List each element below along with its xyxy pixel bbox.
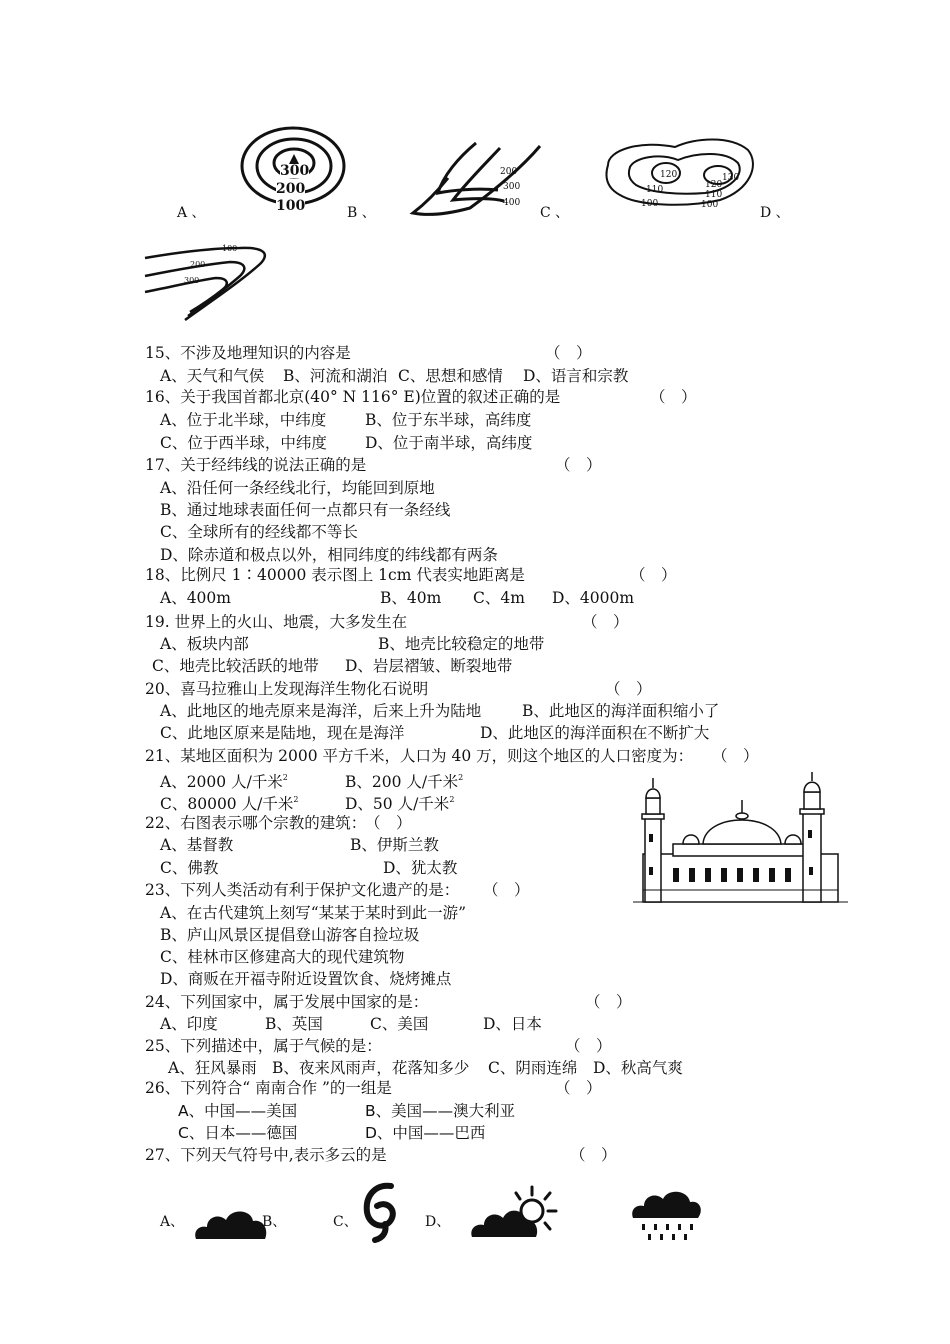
answer-parentheses[interactable]: （ ） (565, 1037, 612, 1055)
option-d: D、中国——巴西 (365, 1124, 486, 1142)
option-a: A、2000 人/千米$^2$ (160, 773, 288, 791)
option-d: D、4000m (552, 589, 635, 607)
option-a: A、印度 (160, 1015, 218, 1033)
option-b: B、位于东半球，高纬度 (365, 411, 532, 429)
option-a: A、在古代建筑上刻写“某某于某时到此一游” (160, 904, 467, 922)
option-a: A、狂风暴雨 (168, 1059, 257, 1077)
option-a: A、板块内部 (160, 635, 249, 653)
option-d: D、犹太教 (383, 859, 458, 877)
mosque-illustration (633, 772, 848, 907)
contour-label-b: B 、 (347, 205, 376, 221)
question-stem: 21、某地区面积为 2000 平方千米，人口为 40 万，则这个地区的人口密度为： (145, 747, 694, 765)
answer-parentheses[interactable]: （ ） (605, 680, 652, 698)
option-b: B、 (262, 1214, 287, 1230)
contour-b-400: 400 (503, 198, 521, 208)
option-c: C、思想和感情 (398, 367, 503, 385)
contour-c-120b: 120 (705, 180, 723, 190)
typhoon-icon (361, 1182, 401, 1242)
answer-parentheses[interactable]: （ ） (630, 566, 677, 584)
contour-label-a: A 、 (177, 205, 206, 221)
question-stem: 18、比例尺 1∶40000 表示图上 1cm 代表实地距离是 (145, 566, 525, 584)
option-a: A、沿任何一条经线北行，均能回到原地 (160, 479, 435, 497)
option-b: B、200 人/千米$^2$ (345, 773, 464, 791)
option-a: A、 (160, 1214, 185, 1230)
question-stem: 15、不涉及地理知识的内容是 (145, 344, 351, 362)
contour-map-d (140, 244, 275, 324)
option-a: A、位于北半球，中纬度 (160, 411, 327, 429)
contour-d-300: 300 (184, 276, 200, 285)
option-a: A、天气和气侯 (160, 367, 265, 385)
option-b: B、通过地球表面任何一点都只有一条经线 (160, 501, 451, 519)
option-c: C、佛教 (160, 859, 219, 877)
option-c: C、4m (473, 589, 525, 607)
answer-parentheses[interactable]: （ ） (585, 993, 632, 1011)
question-stem: 17、关于经纬线的说法正确的是 (145, 456, 367, 474)
option-b: B、庐山风景区提倡登山游客自捡垃圾 (160, 926, 420, 944)
contour-d-200: 200 (190, 260, 206, 269)
option-d: D、除赤道和极点以外，相同纬度的纬线都有两条 (160, 546, 498, 564)
option-d: D、岩层褶皱、断裂地带 (345, 657, 513, 675)
option-c: C、美国 (370, 1015, 429, 1033)
answer-parentheses[interactable]: （ ） (545, 344, 592, 362)
contour-c-130: 130 (722, 173, 740, 183)
option-b: B、英国 (265, 1015, 323, 1033)
answer-parentheses[interactable]: （ ） (570, 1146, 617, 1164)
contour-map-b (408, 138, 548, 218)
option-c: C、此地区原来是陆地，现在是海洋 (160, 724, 405, 742)
question-stem: 16、关于我国首都北京(40° N 116° E)位置的叙述正确的是 (145, 388, 561, 406)
contour-c-100a: 100 (641, 199, 659, 209)
contour-label-d: D 、 (760, 205, 790, 221)
option-c: C、 (333, 1214, 358, 1230)
contour-c-110b: 110 (705, 190, 723, 200)
question-stem: 20、喜马拉雅山上发现海洋生物化石说明 (145, 680, 429, 698)
contour-d-100: 100 (222, 244, 238, 253)
question-stem: 24、下列国家中，属于发展中国家的是： (145, 993, 429, 1011)
contour-a-300: 300 (280, 163, 310, 179)
option-a: A、此地区的地壳原来是海洋，后来上升为陆地 (160, 702, 482, 720)
answer-parentheses[interactable]: （ ） (650, 388, 697, 406)
option-b: B、40m (380, 589, 442, 607)
option-b: B、美国——澳大利亚 (365, 1102, 516, 1120)
option-c: C、阴雨连绵 (488, 1059, 578, 1077)
contour-a-100: 100 (276, 198, 306, 214)
option-d: D、位于南半球，高纬度 (365, 434, 533, 452)
answer-parentheses[interactable]: （ ） (483, 881, 530, 899)
option-b: B、伊斯兰教 (350, 836, 439, 854)
option-d: D、日本 (483, 1015, 542, 1033)
contour-b-300: 300 (503, 182, 521, 192)
overcast-cloud-icon (193, 1205, 268, 1240)
option-d: D、商贩在开福寺附近设置饮食、烧烤摊点 (160, 970, 452, 988)
option-d: D、50 人/千米$^2$ (345, 795, 455, 813)
option-b: B、地壳比较稳定的地带 (378, 635, 545, 653)
option-b: B、夜来风雨声，花落知多少 (272, 1059, 470, 1077)
answer-parentheses[interactable]: （ ） (365, 814, 412, 832)
question-stem: 25、下列描述中，属于气候的是： (145, 1037, 382, 1055)
question-stem: 22、右图表示哪个宗教的建筑： (145, 814, 367, 832)
option-c: C、80000 人/千米$^2$ (160, 795, 299, 813)
question-stem: 27、下列天气符号中,表示多云的是 (145, 1146, 387, 1164)
contour-a-200: 200 (276, 181, 306, 197)
option-c: C、位于西半球，中纬度 (160, 434, 327, 452)
option-d: D、语言和宗教 (523, 367, 629, 385)
answer-parentheses[interactable]: （ ） (555, 456, 602, 474)
partly-cloudy-icon (470, 1185, 560, 1240)
option-d: D、此地区的海洋面积在不断扩大 (480, 724, 710, 742)
question-stem: 26、下列符合“ 南南合作 ”的一组是 (145, 1079, 392, 1097)
option-b: B、此地区的海洋面积缩小了 (522, 702, 720, 720)
answer-parentheses[interactable]: （ ） (712, 747, 759, 765)
contour-c-110a: 110 (646, 185, 664, 195)
contour-label-c: C 、 (540, 205, 570, 221)
answer-parentheses[interactable]: （ ） (582, 613, 629, 631)
option-c: C、桂林市区修建高大的现代建筑物 (160, 948, 405, 966)
option-d: D、秋高气爽 (593, 1059, 683, 1077)
answer-parentheses[interactable]: （ ） (555, 1079, 602, 1097)
option-a: A、基督教 (160, 836, 234, 854)
option-c: C、全球所有的经线都不等长 (160, 523, 358, 541)
question-stem: 19. 世界上的火山、地震，大多发生在 (145, 613, 408, 631)
question-stem: 23、下列人类活动有利于保护文化遗产的是： (145, 881, 460, 899)
option-c: C、日本——德国 (178, 1124, 298, 1142)
option-d: D、 (425, 1214, 451, 1230)
contour-b-200: 200 (500, 167, 518, 177)
rain-icon (630, 1190, 700, 1245)
contour-c-120a: 120 (660, 170, 678, 180)
option-c: C、地壳比较活跃的地带 (152, 657, 319, 675)
contour-c-100b: 100 (701, 200, 719, 210)
option-a: A、400m (160, 589, 231, 607)
option-a: A、中国——美国 (178, 1102, 298, 1120)
option-b: B、河流和湖泊 (283, 367, 388, 385)
